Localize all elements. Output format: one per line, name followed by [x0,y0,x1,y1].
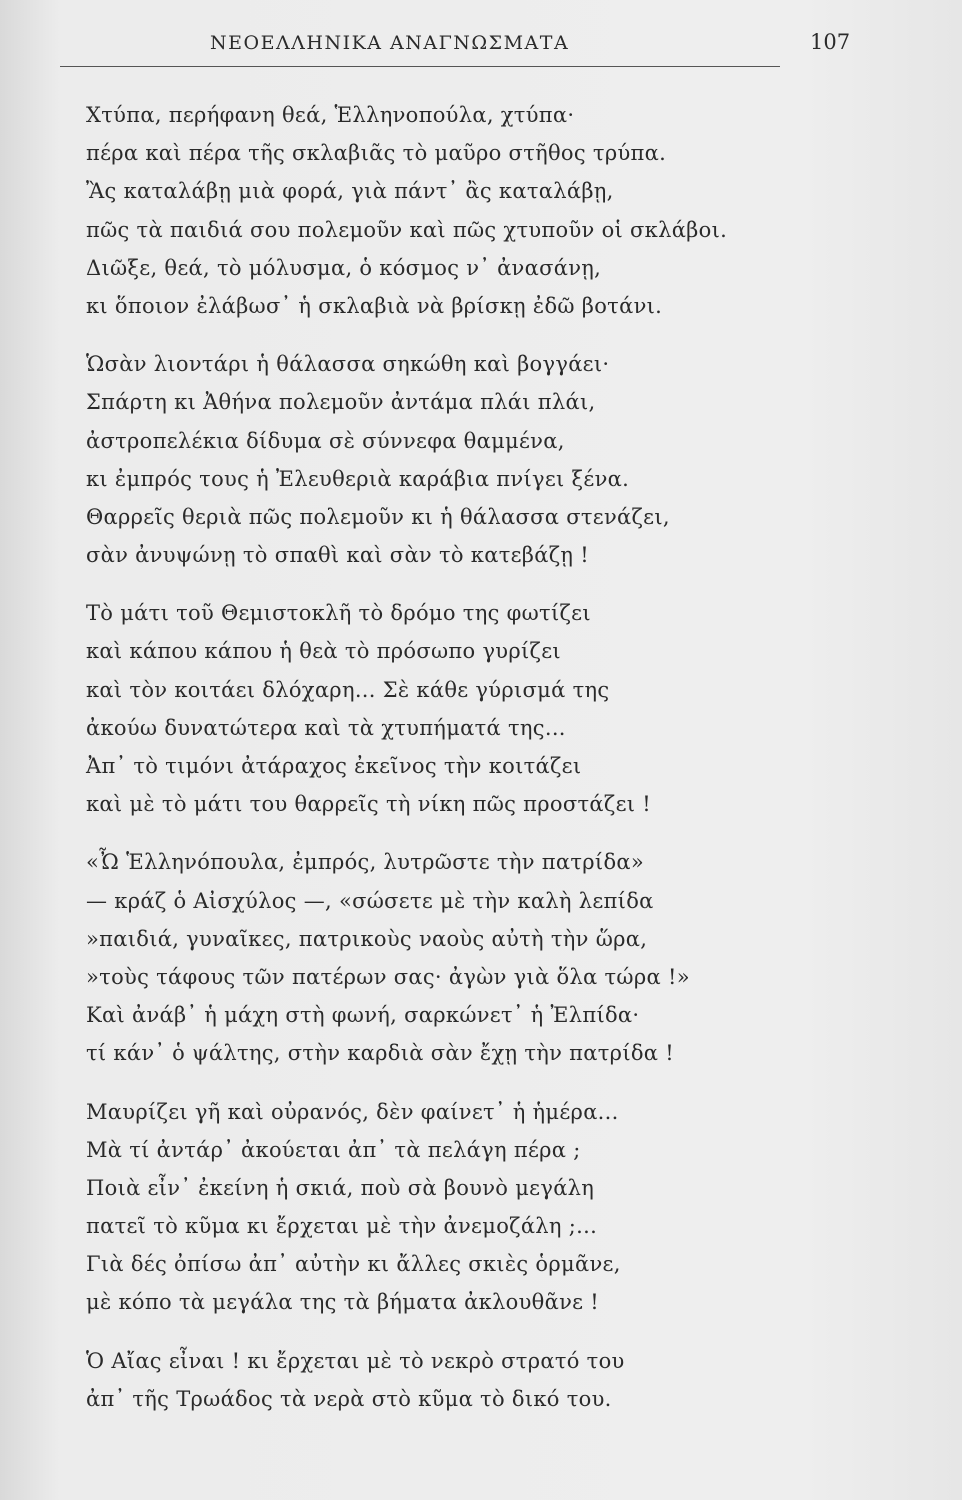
verse-line: — κράζ ὁ Αἰσχύλος —, «σώσετε μὲ τὴν καλὴ λεπίδα [86,888,654,913]
running-title: ΝΕΟΕΛΛΗΝΙΚΑ ΑΝΑΓΝΩΣΜΑΤΑ [210,32,570,54]
stanza [86,594,886,823]
verse-line: ἀκούω δυνατώτερα καὶ τὰ χτυπήματά της... [86,715,566,740]
verse-line: Τὸ μάτι τοῦ Θεμιστοκλῆ τὸ δρόμο της φωτίζει [86,601,591,626]
verse-line: καὶ τὸν κοιτάει δλόχαρη... Σὲ κάθε γύρισμά της [86,677,610,702]
verse-line: κι ἐμπρός τους ἡ Ἐλευθεριὰ καράβια πνίγει ξένα. [86,466,630,491]
verse-line: Χτύπα, περήφανη θεά, Ἑλληνοπούλα, χτύπα· [86,103,575,127]
stanza [86,345,886,574]
verse-line: σὰν ἀνυψώνῃ τὸ σπαθὶ καὶ σὰν τὸ κατεβάζῃ ! [86,543,590,568]
running-header [210,26,850,66]
verse-line: Σπάρτη κι Ἀθήνα πολεμοῦν ἀντάμα πλάι πλάι, [86,390,596,415]
stanza [86,1342,886,1418]
verse-line: κι ὅποιον ἐλάβωσ᾽ ἡ σκλαβιὰ νὰ βρίσκῃ ἐδῶ βοτάνι. [86,293,663,318]
stanza [86,1093,886,1322]
verse-line: Γιὰ δές ὀπίσω ἀπ᾽ αὐτὴν κι ἄλλες σκιὲς ὁρμᾶνε, [86,1252,621,1277]
verse-line: Ὁ Αἴας εἶναι ! κι ἔρχεται μὲ τὸ νεκρὸ στρατό του [86,1348,625,1373]
verse-line: Μαυρίζει γῆ καὶ οὐρανός, δὲν φαίνετ᾽ ἡ ἡμέρα... [86,1099,619,1124]
verse-line: Καὶ ἀνάβ᾽ ἡ μάχη στὴ φωνή, σαρκώνετ᾽ ἡ Ἐλπίδα· [86,1003,640,1028]
page-number: 107 [810,30,851,54]
verse-line: πέρα καὶ πέρα τῆς σκλαβιᾶς τὸ μαῦρο στῆθος τρύπα. [86,141,667,166]
verse-line: Μὰ τί ἀντάρ᾽ ἀκούεται ἀπ᾽ τὰ πελάγη πέρα ; [86,1137,581,1162]
verse-line: Ὡσὰν λιοντάρι ἡ θάλασσα σηκώθη καὶ βογγάει· [86,352,610,377]
stanza [86,96,886,325]
verse-line: «Ὦ Ἑλληνόπουλα, ἐμπρός, λυτρῶστε τὴν πατρίδα» [86,850,645,875]
verse-line: ἀστροπελέκια δίδυμα σὲ σύννεφα θαμμένα, [86,428,565,453]
verse-line: Θαρρεῖς θεριὰ πῶς πολεμοῦν κι ἡ θάλασσα στενάζει, [86,504,670,529]
verse-line: πατεῖ τὸ κῦμα κι ἔρχεται μὲ τὴν ἀνεμοζάλη ;... [86,1214,598,1239]
verse-line: τί κάν᾽ ὁ ψάλτης, στὴν καρδιὰ σὰν ἔχῃ τὴν πατρίδα ! [86,1041,674,1066]
verse-line: πῶς τὰ παιδιά σου πολεμοῦν καὶ πῶς χτυποῦν οἱ σκλάβοι. [86,217,728,242]
verse-line: καὶ κάπου κάπου ἡ θεὰ τὸ πρόσωπο γυρίζει [86,639,561,664]
verse-line: Ἀπ᾽ τὸ τιμόνι ἀτάραχος ἐκεῖνος τὴν κοιτάζει [86,754,582,778]
verse-line: Ποιὰ εἶν᾽ ἐκείνη ἡ σκιά, ποὺ σὰ βουνὸ μεγάλη [86,1175,595,1200]
poem-body [86,96,886,1438]
verse-line: Ἂς καταλάβῃ μιὰ φορά, γιὰ πάντ᾽ ἂς καταλάβῃ, [86,179,614,204]
verse-line: μὲ κόπο τὰ μεγάλα της τὰ βήματα ἀκλουθᾶνε ! [86,1290,600,1315]
verse-line: Διῶξε, θεά, τὸ μόλυσμα, ὁ κόσμος ν᾽ ἀνασάνῃ, [86,255,602,280]
header-rule [60,66,780,67]
verse-line: ἀπ᾽ τῆς Τρωάδος τὰ νερὰ στὸ κῦμα τὸ δικό του. [86,1386,612,1411]
verse-line: »τοὺς τάφους τῶν πατέρων σας· ἀγὼν γιὰ ὅλα τώρα !» [86,964,690,989]
stanza [86,843,886,1072]
verse-line: καὶ μὲ τὸ μάτι του θαρρεῖς τὴ νίκη πῶς προστάζει ! [86,792,652,817]
verse-line: »παιδιά, γυναῖκες, πατρικοὺς ναοὺς αὐτὴ τὴν ὥρα, [86,926,648,951]
